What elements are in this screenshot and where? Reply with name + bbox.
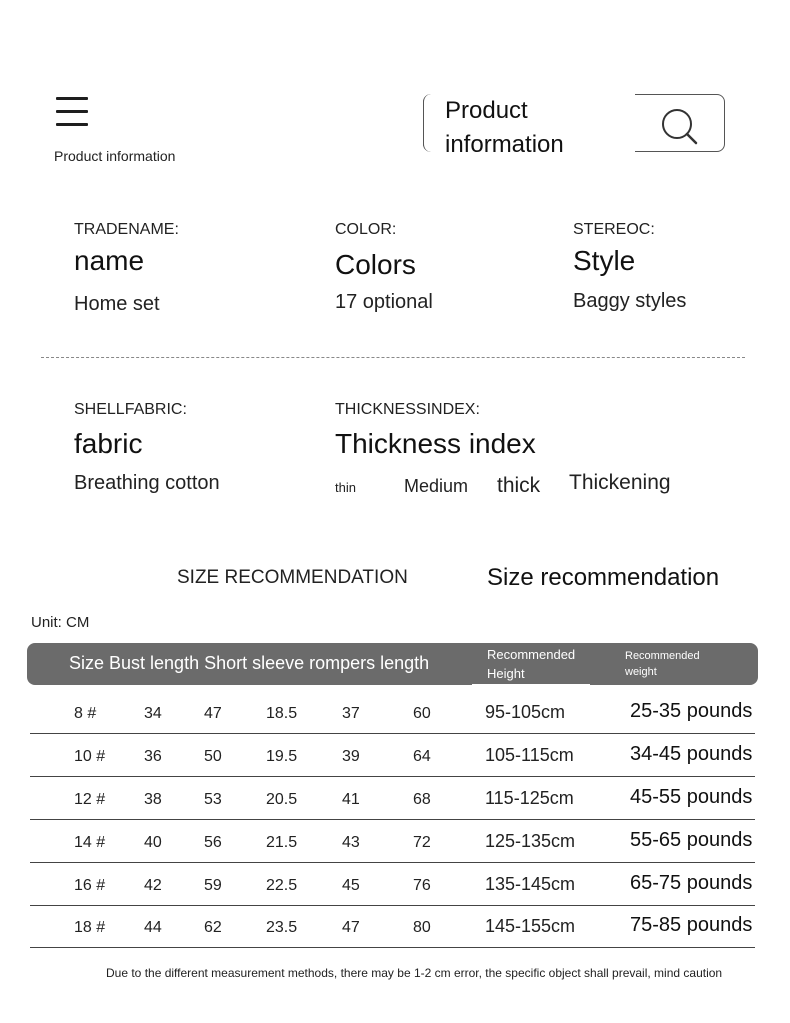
table-cell: 41 <box>342 791 360 808</box>
tradename-label: TRADENAME: <box>74 221 179 238</box>
table-cell: 115-125cm <box>485 788 574 808</box>
table-row <box>30 862 755 906</box>
table-cell: 12 # <box>74 791 106 808</box>
color-value: 17 optional <box>335 291 433 313</box>
menu-label: Product information <box>54 148 176 164</box>
table-cell: 47 <box>204 705 222 722</box>
stereoc-title: Style <box>573 245 636 276</box>
stereoc-label: STEREOC: <box>573 221 655 238</box>
table-cell: 37 <box>342 705 360 722</box>
unit-label: Unit: CM <box>31 614 90 631</box>
table-cell: 16 # <box>74 877 106 894</box>
table-cell: 22.5 <box>266 877 298 894</box>
shellfabric-label: SHELLFABRIC: <box>74 401 187 418</box>
table-cell: 23.5 <box>266 919 298 936</box>
search-icon[interactable] <box>660 107 700 147</box>
header-height: Recommended Height <box>472 643 590 686</box>
table-row <box>30 819 755 863</box>
size-table-header <box>27 643 758 685</box>
header-weight: Recommended weight <box>625 650 700 678</box>
menu-icon[interactable] <box>56 97 88 129</box>
table-cell: 62 <box>204 919 222 936</box>
thickness-option-thick: thick <box>497 474 541 497</box>
table-row <box>30 733 755 777</box>
table-cell: 14 # <box>74 834 106 851</box>
thickness-option-thickening: Thickening <box>569 471 671 494</box>
table-cell: 60 <box>413 705 431 722</box>
stereoc-value: Baggy styles <box>573 290 687 312</box>
table-cell: 42 <box>144 877 162 894</box>
table-row <box>30 776 755 820</box>
size-section-title: SIZE RECOMMENDATION <box>177 567 408 588</box>
table-cell: 55-65 pounds <box>630 829 753 851</box>
table-cell: 95-105cm <box>485 702 566 722</box>
table-cell: 75-85 pounds <box>630 914 753 936</box>
table-cell: 34-45 pounds <box>630 743 753 765</box>
table-cell: 45 <box>342 877 360 894</box>
table-cell: 105-115cm <box>485 745 574 765</box>
table-cell: 64 <box>413 748 431 765</box>
table-cell: 72 <box>413 834 431 851</box>
table-cell: 80 <box>413 919 431 936</box>
table-row <box>30 904 755 948</box>
thickness-option-thin: thin <box>335 480 356 495</box>
table-cell: 47 <box>342 919 360 936</box>
thickness-title: Thickness index <box>335 428 536 459</box>
table-cell: 125-135cm <box>485 831 576 851</box>
shellfabric-value: Breathing cotton <box>74 472 220 494</box>
tradename-value: Home set <box>74 293 160 315</box>
table-cell: 21.5 <box>266 834 298 851</box>
table-cell: 50 <box>204 748 222 765</box>
thickness-label: THICKNESSINDEX: <box>335 401 480 418</box>
table-cell: 43 <box>342 834 360 851</box>
color-title: Colors <box>335 249 416 280</box>
table-cell: 145-155cm <box>485 916 576 936</box>
dashed-divider <box>41 357 745 358</box>
table-cell: 135-145cm <box>485 874 576 894</box>
header-main: Size Bust length Short sleeve rompers length <box>69 653 430 673</box>
table-cell: 19.5 <box>266 748 298 765</box>
table-cell: 45-55 pounds <box>630 786 753 808</box>
table-cell: 76 <box>413 877 431 894</box>
size-section-subtitle: Size recommendation <box>487 564 720 591</box>
table-cell: 59 <box>204 877 222 894</box>
table-cell: 25-35 pounds <box>630 700 753 722</box>
table-cell: 18.5 <box>266 705 298 722</box>
table-cell: 34 <box>144 705 162 722</box>
search-text: Product information <box>423 94 635 152</box>
table-cell: 10 # <box>74 748 106 765</box>
table-row <box>30 690 755 734</box>
table-cell: 18 # <box>74 919 106 936</box>
table-cell: 39 <box>342 748 360 765</box>
thickness-option-medium: Medium <box>404 476 469 496</box>
table-cell: 44 <box>144 919 162 936</box>
shellfabric-title: fabric <box>74 428 143 459</box>
table-cell: 40 <box>144 834 162 851</box>
table-cell: 68 <box>413 791 431 808</box>
footer-note: Due to the different measurement methods, there may be 1-2 cm error, the specific object shall prevail, mind caution <box>106 966 723 980</box>
table-cell: 56 <box>204 834 222 851</box>
table-cell: 38 <box>144 791 162 808</box>
search-box[interactable] <box>423 94 725 158</box>
color-label: COLOR: <box>335 221 397 238</box>
table-cell: 65-75 pounds <box>630 872 753 894</box>
table-cell: 20.5 <box>266 791 298 808</box>
table-cell: 53 <box>204 791 222 808</box>
table-cell: 36 <box>144 748 162 765</box>
tradename-title: name <box>74 245 145 276</box>
table-cell: 8 # <box>74 705 97 722</box>
